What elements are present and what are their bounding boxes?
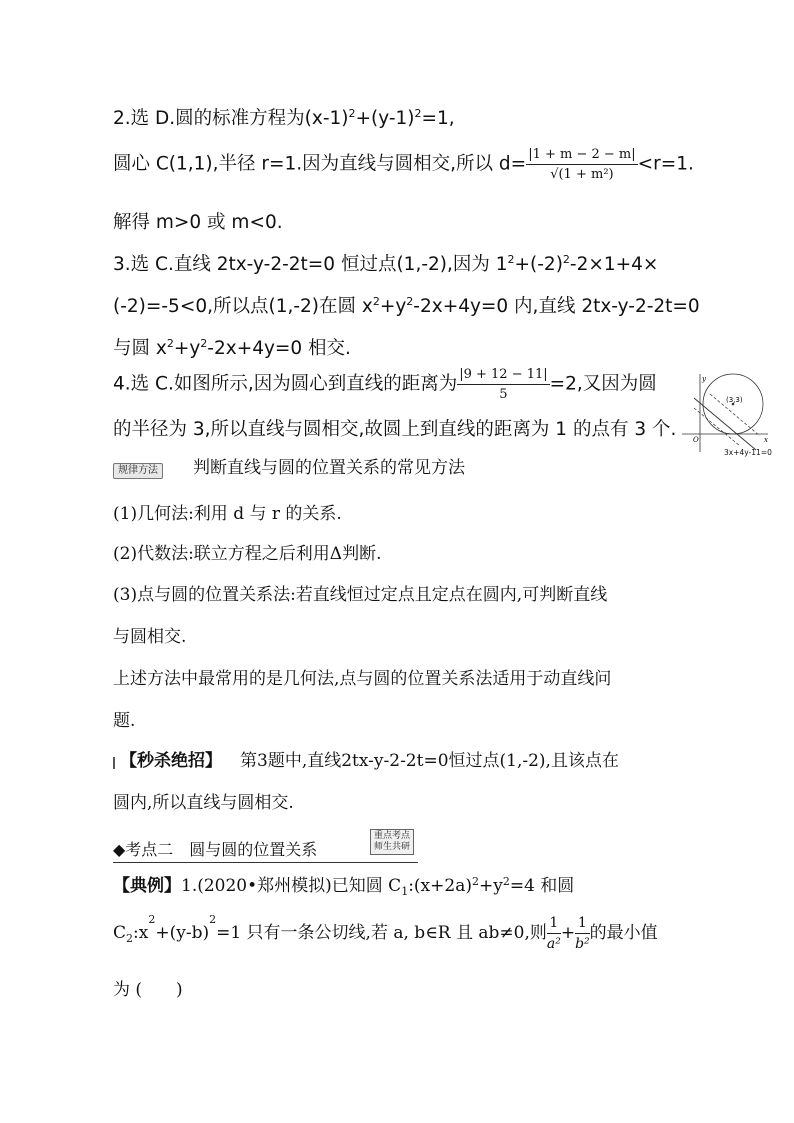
distance-fraction-2: $\frac{|9 + 12 - 11|}{5}$ [459, 367, 548, 402]
solution-3-line-3: 与圆 $x^2+y^2-2x+4y=0$ 相交. [113, 337, 351, 359]
trick-line-1: 【秒杀绝招】 第3题中,直线2tx-y-2-2t=0恒过点(1,-2),且该点在 [120, 751, 619, 771]
trick-line-2: 圆内,所以直线与圆相交. [113, 793, 294, 813]
solution-4-line-2: 的半径为 3,所以直线与圆相交,故圆上到直线的距离为 1 的点有 3 个. [113, 419, 677, 440]
example-line-3: 为 ( ) [113, 980, 183, 1000]
solution-4-line-1: 4.选 C.如图所示,因为圆心到直线的距离为 $\frac{|9 + 12 - 11|}{5}$ =2,又因为圆 [113, 367, 657, 402]
y-label: y [702, 375, 706, 383]
main-line [694, 398, 756, 450]
distance-fraction: $\frac{|1 + m - 2 - m|}{\text{√(1 + m²)}}$ [528, 147, 636, 182]
method-1: (1)几何法:利用 d 与 r 的关系. [113, 504, 342, 524]
center-label: (3,3) [726, 396, 743, 404]
origin-label: O [693, 436, 699, 444]
method-paragraph-2: 题. [113, 711, 136, 731]
method-title: 判断直线与圆的位置关系的常见方法 [193, 458, 465, 478]
method-2: (2)代数法:联立方程之后利用Δ判断. [113, 544, 382, 564]
line-equation-label: 3x+4y-11=0 [724, 448, 772, 457]
trick-marker [113, 757, 115, 769]
x-label: x [764, 436, 768, 444]
example-line-1: 【典例】1.(2020•郑州模拟)已知圆 $C_1:(x+2a)^2+y^2=4$ 和圆 [113, 875, 575, 898]
solution-2-line-2: 圆心 C(1,1),半径 r=1.因为直线与圆相交,所以 d= $\frac{|1 + m - 2 - m|}{\text{√(1 + m²)}}$ <r=1. [113, 147, 694, 182]
example-line-2: $C_2:x^2+(y-b)^2=1$ 只有一条公切线,若 a, b∈R 且 ab≠0,则 $\frac{1}{\text{a²}}$ + $\frac{1}{\text{b²}}$ 的最小值 [113, 913, 658, 952]
section-title: ◆考点二 圆与圆的位置关系 [113, 840, 318, 859]
solution-2-line-1: 2.选 D.圆的标准方程为$(x-1)^2+(y-1)^2=1$, [113, 107, 455, 129]
fraction-one-over-a-squared: $\frac{1}{\text{a²}}$ [546, 915, 561, 952]
solution-3-line-2: (-2)=-5<0,所以点(1,-2)在圆 $x^2+y^2-2x+4y=0$ 内,直线 2tx-y-2-2t=0 [113, 295, 700, 317]
solution-3-line-1: 3.选 C.直线 2tx-y-2-2t=0 恒过点(1,-2),因为 $1^2+(-2)^2-2\times 1+4\times$ [113, 253, 659, 275]
method-3b: 与圆相交. [113, 627, 187, 647]
method-paragraph: 上述方法中最常用的是几何法,点与圆的位置关系法适用于动直线问 [113, 669, 612, 689]
method-header [113, 460, 465, 479]
solution-2-line-3: 解得 m>0 或 m<0. [113, 212, 283, 233]
fraction-one-over-b-squared: $\frac{1}{\text{b²}}$ [575, 915, 590, 952]
method-3: (3)点与圆的位置关系法:若直线恒过定点且定点在圆内,可判断直线 [113, 585, 608, 605]
method-badge: 规律方法 [113, 463, 163, 479]
section-tag: 重点考点 师生共研 [370, 829, 414, 855]
section-underline [113, 862, 418, 863]
